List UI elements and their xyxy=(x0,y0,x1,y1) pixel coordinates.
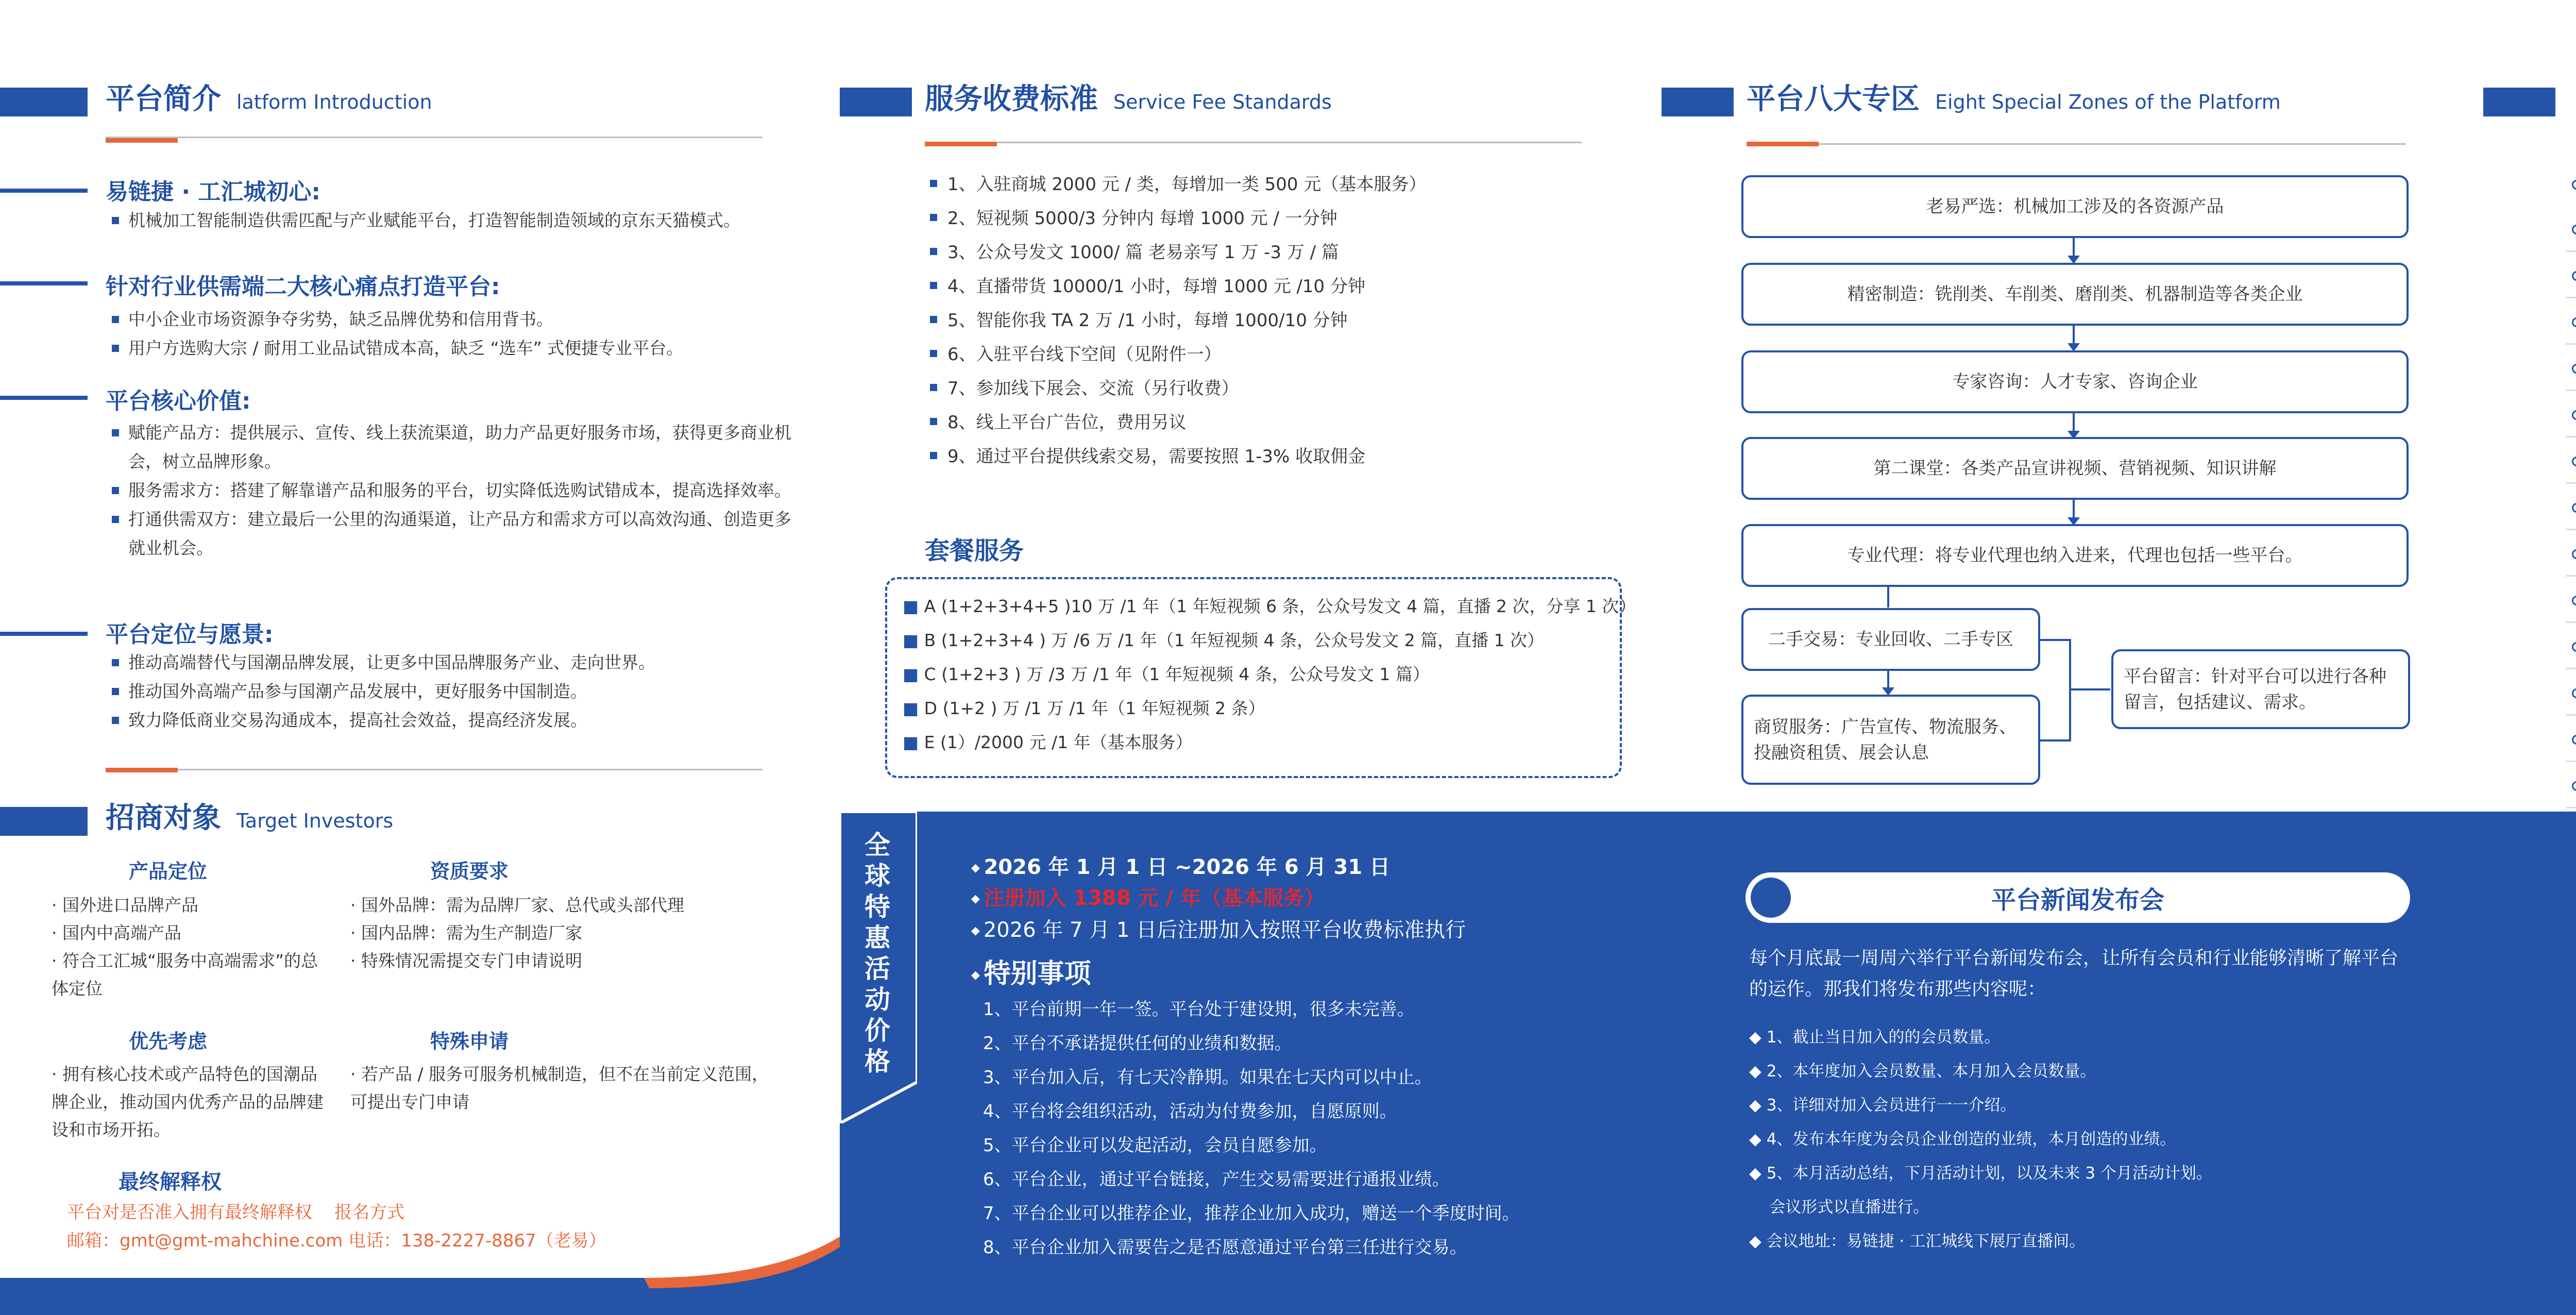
selection-title-bar xyxy=(2483,88,2555,116)
investors-col2-head: 资质要求 xyxy=(430,860,509,883)
flow-arrow xyxy=(2073,326,2075,348)
list-item: ◆ 2、本年度加入会员数量、本月加入会员数量。 xyxy=(1749,1062,2096,1081)
list-item: 8、线上平台广告位，费用另议 xyxy=(925,406,1426,440)
news-title-pill: 平台新闻发布会 xyxy=(1745,872,2410,923)
intro-h3-list xyxy=(106,418,796,563)
investors-col3-head: 优先考虑 xyxy=(129,1030,208,1053)
list-item xyxy=(2566,762,2576,808)
list-item: 3、公众号发文 1000/ 篇 老易亲写 1 万 -3 万 / 篇 xyxy=(925,235,1426,269)
intro-h4: 平台定位与愿景: xyxy=(106,621,274,648)
list-item xyxy=(2566,437,2576,484)
list-item: · 国外进口品牌产品 xyxy=(52,895,198,915)
list-item: · 国内品牌：需为生产制造厂家 xyxy=(350,923,582,943)
list-item: 推动国外高端产品参与国潮产品发展中，更好服务中国制造。 xyxy=(106,677,796,706)
intro-title: 平台简介 latform Introduction xyxy=(106,82,432,116)
final-explanation-head: 最终解释权 xyxy=(118,1170,222,1194)
list-item: 致力降低商业交易沟通成本，提高社会效益，提高经济发展。 xyxy=(106,706,796,735)
list-item: · 特殊情况需提交专门申请说明 xyxy=(350,951,582,971)
list-item: 9、通过平台提供线索交易，需要按照 1-3% 收取佣金 xyxy=(925,440,1426,474)
flow-connector xyxy=(2040,639,2071,641)
package-item: ■ B (1+2+3+4 ) 万 /6 万 /1 年（1 年短视频 4 条，公众号发文 2 篇，直播 1 次） xyxy=(903,630,1545,650)
zone-box-message: 平台留言：针对平台可以进行各种留言，包括建议、需求。 xyxy=(2111,649,2410,729)
list-item: ◆ 4、发布本年度为会员企业创造的业绩，本月创造的业绩。 xyxy=(1749,1130,2176,1149)
list-item: 2、平台不承诺提供任何的业绩和数据。 xyxy=(983,1033,1292,1054)
intro-title-bar xyxy=(0,88,88,116)
fees-accent-line xyxy=(925,142,997,146)
corner-decoration xyxy=(0,1237,840,1315)
list-item: ◆ 会议地址：易链捷 · 工汇城线下展厅直播间。 xyxy=(1749,1232,2086,1251)
investors-col4-list xyxy=(350,1060,773,1116)
package-item: ■ E (1）/2000 元 /1 年（基本服务） xyxy=(903,732,1193,752)
zone-box-agent: 专业代理：将专业代理也纳入进来，代理也包括一些平台。 xyxy=(1741,524,2409,587)
fees-divider xyxy=(925,142,1582,143)
package-item: ■ A (1+2+3+4+5 )10 万 /1 年（1 年短视频 6 条，公众号发文 4 篇，直播 2 次，分享 1 次） xyxy=(903,596,1636,616)
investors-col1-list xyxy=(52,891,330,1003)
zone-box-classroom: 第二课堂：各类产品宣讲视频、营销视频、知识讲解 xyxy=(1741,437,2409,500)
pill-dot-icon xyxy=(1751,878,1791,918)
zone-box-secondhand: 二手交易：专业回收、二手专区 xyxy=(1741,608,2040,671)
fees-list xyxy=(925,167,1426,474)
investors-col2-list xyxy=(350,891,742,975)
promo-price: ◆ 注册加入 1388 元 / 年（基本服务） xyxy=(971,886,1325,910)
list-item xyxy=(2566,577,2576,623)
list-item: ◆ 5、本月活动总结，下月活动计划，以及未来 3 个月活动计划。 xyxy=(1749,1164,2212,1183)
fees-title: 服务收费标准 Service Fee Standards xyxy=(925,82,1332,116)
intro-h1-list xyxy=(106,206,796,235)
list-item: 服务需求方：搭建了解靠谱产品和服务的平台，切实降低选购试错成本，提高选择效率。 xyxy=(106,476,796,505)
list-item: 用户方选购大宗 / 耐用工业品试错成本高，缺乏 “选车” 式便捷专业平台。 xyxy=(106,334,796,363)
special-notes-title: ◆ 特别事项 xyxy=(971,958,1091,989)
flow-connector xyxy=(2040,739,2071,741)
list-item xyxy=(2566,391,2576,437)
list-item: 1、入驻商城 2000 元 / 类，每增加一类 500 元（基本服务） xyxy=(925,167,1426,201)
investors-col1-head: 产品定位 xyxy=(129,860,208,883)
list-item: · 国内中高端产品 xyxy=(52,923,181,943)
list-item: 5、平台企业可以发起活动，会员自愿参加。 xyxy=(983,1135,1327,1156)
zones-accent-line xyxy=(1747,142,1819,146)
list-item: ◆ 1、截止当日加入的的会员数量。 xyxy=(1749,1028,2001,1047)
flow-connector xyxy=(1887,587,1889,608)
zones-title-bar xyxy=(1662,88,1734,116)
zones-title: 平台八大专区 Eight Special Zones of the Platform xyxy=(1747,82,2281,116)
zone-box-commerce: 商贸服务：广告宣传、物流服务、投融资租赁、展会认息 xyxy=(1741,695,2040,785)
zone-box-selection: 老易严选：机械加工涉及的各资源产品 xyxy=(1741,175,2409,238)
intro-h2-list xyxy=(106,305,796,363)
list-item xyxy=(2566,345,2576,391)
intro-h2-bar xyxy=(0,281,88,285)
list-item: 3、平台加入后，有七天冷静期。如果在七天内可以中止。 xyxy=(983,1067,1432,1088)
list-item: 1、平台前期一年一签。平台处于建设期，很多未完善。 xyxy=(983,999,1415,1020)
list-item xyxy=(2566,206,2576,252)
list-item: 中小企业市场资源争夺劣势，缺乏品牌优势和信用背书。 xyxy=(106,305,796,334)
intro-bottom-accent xyxy=(106,768,178,772)
list-item: ◆ 3、详细对加入会员进行一一介绍。 xyxy=(1749,1096,2016,1115)
list-item: 推动高端替代与国潮品牌发展，让更多中国品牌服务产业、走向世界。 xyxy=(106,648,796,677)
list-item xyxy=(2566,716,2576,762)
list-item xyxy=(2566,623,2576,669)
flow-connector xyxy=(2069,688,2110,690)
package-box xyxy=(885,577,1636,778)
intro-h4-list xyxy=(106,648,796,735)
flow-arrow xyxy=(2073,238,2075,261)
selection-list xyxy=(2566,161,2576,808)
list-item: · 若产品 / 服务可服务机械制造，但不在当前定义范围，可提出专门申请 xyxy=(350,1064,769,1112)
investors-col3-list xyxy=(52,1060,330,1144)
special-notes-list xyxy=(983,992,1520,1265)
list-item: 会议形式以直播进行。 xyxy=(1764,1198,1929,1217)
intro-divider xyxy=(106,137,762,138)
promo-after: ◆ 2026 年 7 月 1 日后注册加入按照平台收费标准执行 xyxy=(971,918,1466,942)
intro-h3-bar xyxy=(0,396,88,400)
list-item xyxy=(2566,669,2576,716)
package-item: ■ D (1+2 ) 万 /1 万 /1 年（1 年短视频 2 条） xyxy=(903,698,1265,718)
list-item xyxy=(2566,161,2576,206)
zones-divider xyxy=(1747,143,2406,145)
investors-col4-head: 特殊申请 xyxy=(430,1030,509,1053)
list-item xyxy=(2566,530,2576,577)
package-item: ■ C (1+2+3 ) 万 /3 万 /1 年（1 年短视频 4 条，公众号发文 1 篇） xyxy=(903,664,1430,684)
news-list xyxy=(1749,1020,2212,1258)
promo-tab-text: 全 球 特 惠 活 动 价 格 xyxy=(865,830,890,1076)
fees-title-bar xyxy=(840,88,912,116)
list-item: 4、直播带货 10000/1 小时，每增 1000 元 /10 分钟 xyxy=(925,269,1426,304)
contact-line: 邮箱：gmt@gmt-mahchine.com 电话：138-2227-8867（老易） xyxy=(67,1230,606,1251)
promo-date: ◆ 2026 年 1 月 1 日 ~2026 年 6 月 31 日 xyxy=(971,855,1391,879)
investors-title: 招商对象 Target Investors xyxy=(106,801,394,835)
intro-h1-bar xyxy=(0,189,88,193)
intro-h2: 针对行业供需端二大核心痛点打造平台: xyxy=(106,274,500,300)
list-item: 机械加工智能制造供需匹配与产业赋能平台，打造智能制造领域的京东天猫模式。 xyxy=(106,206,796,235)
flow-arrow xyxy=(2073,413,2075,436)
list-item: · 国外品牌：需为品牌厂家、总代或头部代理 xyxy=(350,895,684,915)
zone-box-manufacturing: 精密制造：铣削类、车削类、磨削类、机器制造等各类企业 xyxy=(1741,263,2409,326)
list-item: 5、智能你我 TA 2 万 /1 小时，每增 1000/10 分钟 xyxy=(925,304,1426,338)
list-item: 8、平台企业加入需要告之是否愿意通过平台第三任进行交易。 xyxy=(983,1237,1467,1258)
list-item: 7、参加线下展会、交流（另行收费） xyxy=(925,372,1426,406)
list-item: · 拥有核心技术或产品特色的国潮品牌企业，推动国内优秀产品的品牌建设和市场开拓。 xyxy=(52,1064,324,1140)
final-explanation-line: 平台对是否准入拥有最终解释权 报名方式 xyxy=(67,1202,405,1223)
list-item: 7、平台企业可以推荐企业，推荐企业加入成功，赠送一个季度时间。 xyxy=(983,1203,1520,1224)
list-item xyxy=(2566,252,2576,298)
intro-h1: 易链捷 · 工汇城初心: xyxy=(106,179,320,205)
list-item: 6、平台企业，通过平台链接，产生交易需要进行通报业绩。 xyxy=(983,1169,1450,1190)
intro-bottom-divider xyxy=(106,769,762,770)
list-item: 赋能产品方：提供展示、宣传、线上获流渠道，助力产品更好服务市场，获得更多商业机会，树立品牌形象。 xyxy=(106,418,796,476)
flow-arrow xyxy=(1887,671,1889,693)
investors-title-bar xyxy=(0,807,88,836)
list-item: 4、平台将会组织活动，活动为付费参加，自愿原则。 xyxy=(983,1101,1397,1122)
list-item: · 符合工汇城“服务中高端需求”的总体定位 xyxy=(52,951,318,999)
list-item xyxy=(2566,484,2576,530)
flow-arrow xyxy=(2073,500,2075,522)
news-intro: 每个月底最一周周六举行平台新闻发布会，让所有会员和行业能够清晰了解平台的运作。那我们将发布那些内容呢： xyxy=(1749,948,2399,1000)
package-title: 套餐服务 xyxy=(925,536,1024,565)
intro-h3: 平台核心价值: xyxy=(106,388,251,414)
list-item: 2、短视频 5000/3 分钟内 每增 1000 元 / 一分钟 xyxy=(925,201,1426,235)
list-item xyxy=(2566,298,2576,345)
intro-h4-bar xyxy=(0,632,88,636)
list-item: 打通供需双方：建立最后一公里的沟通渠道，让产品方和需求方可以高效沟通、创造更多就业机会。 xyxy=(106,505,796,563)
zone-box-consulting: 专家咨询：人才专家、咨询企业 xyxy=(1741,350,2409,413)
intro-accent-line xyxy=(106,138,178,143)
list-item: 6、入驻平台线下空间（见附件一） xyxy=(925,338,1426,372)
